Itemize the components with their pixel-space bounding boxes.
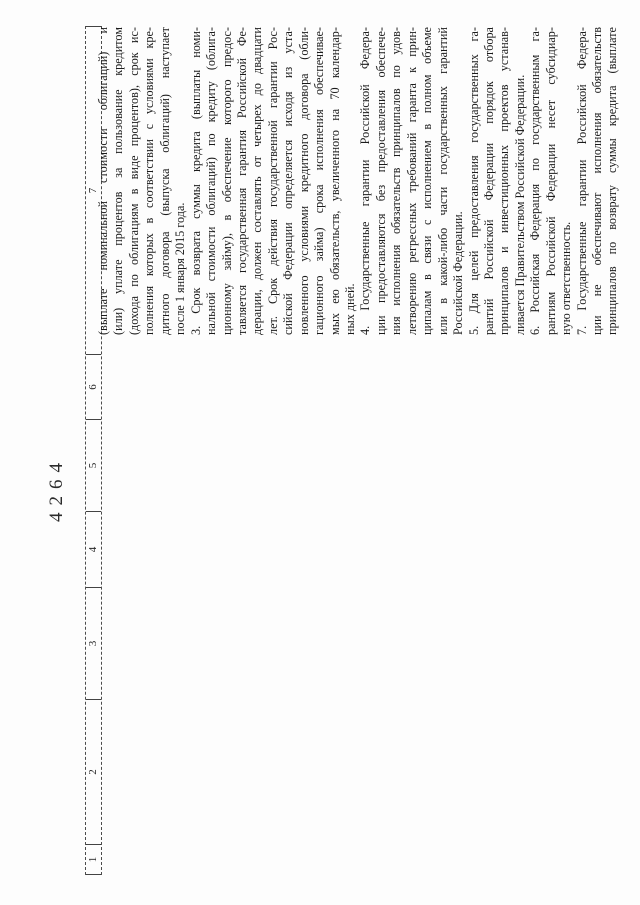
text-line: нальной стоимости облигаций) по кредиту (облига- — [204, 27, 219, 335]
table-header-cell-2: 2 — [86, 700, 101, 845]
text-line: ции не обеспечивают исполнения обязательств — [590, 27, 604, 335]
text-line: 4. Государственные гарантии Российской Федера- — [358, 27, 373, 335]
text-line: лет. Срок действия государственной гарантии Рос- — [265, 27, 280, 335]
text-line: 3. Срок возврата суммы кредита (выплаты номи- — [188, 27, 203, 335]
text-line: принципалов и инвестиционных проектов устанав- — [497, 27, 512, 335]
page-number: 4264 — [46, 456, 67, 522]
table-header-cell-4: 4 — [86, 512, 101, 588]
text-line: или в какой-либо части государственных гарантий — [435, 27, 450, 335]
text-line: рантий Российской Федерации порядок отбора — [481, 27, 496, 335]
document-text-column — [96, 27, 621, 335]
text-line: (или) уплате процентов за пользование кредитом — [111, 27, 126, 335]
text-line: гационного займа) срока исполнения обеспечивае- — [312, 27, 327, 335]
text-line: ливается Правительством Российской Федерации. — [512, 74, 527, 335]
text-line: после 1 января 2015 года. — [173, 202, 188, 335]
text-line: ционному займу), в обеспечение которого предос- — [219, 27, 234, 335]
text-line: дитного договора (выпуска облигаций) наступает — [157, 27, 172, 335]
text-line: летворению регрессных требований гаранта к прин- — [404, 27, 419, 335]
text-line: ции предоставляются без предоставления обеспече- — [373, 27, 388, 335]
text-line: ципалам в связи с исполнением в полном объеме — [420, 27, 435, 335]
text-line: 5. Для целей предоставления государственных га- — [466, 27, 481, 335]
text-line: (выплате номинальной стоимости облигаций) и — [96, 27, 110, 335]
text-line: 6. Российская Федерация по государственным га- — [528, 27, 543, 335]
table-header-cell-1: 1 — [86, 845, 101, 875]
table-header-cell-5: 5 — [86, 420, 101, 512]
text-line: сийской Федерации определяется исходя из уста- — [281, 27, 296, 335]
text-line: ния исполнения обязательств принципалов по удов- — [389, 27, 404, 335]
text-line: 7. Государственные гарантии Российской Федера- — [574, 27, 589, 335]
text-line: мых ею обязательств, увеличенного на 70 календар- — [327, 27, 342, 335]
text-line: Российской Федерации. — [451, 211, 466, 335]
text-line: рантиям Российской Федерации несет субсидиар- — [543, 27, 558, 335]
text-line: тавляется государственная гарантия Российской Фе- — [234, 27, 249, 335]
table-header-cell-7: 7 — [86, 26, 101, 355]
text-line: (дохода по облигациям в виде процентов), срок ис- — [126, 27, 141, 335]
text-line: ных дней. — [343, 283, 357, 335]
table-header-cell-3: 3 — [86, 588, 101, 700]
text-line: новленного условиями кредитного договора (обли- — [296, 27, 311, 335]
text-line: полнения которых в соответствии с условиями кре- — [142, 27, 157, 335]
text-line: принципалов по возврату суммы кредита (выплате — [605, 27, 620, 335]
text-line: ную ответственность. — [559, 221, 574, 335]
text-line: дерации, должен составлять от четырех до двадцати — [250, 27, 265, 335]
table-header-cell-6: 6 — [86, 355, 101, 420]
